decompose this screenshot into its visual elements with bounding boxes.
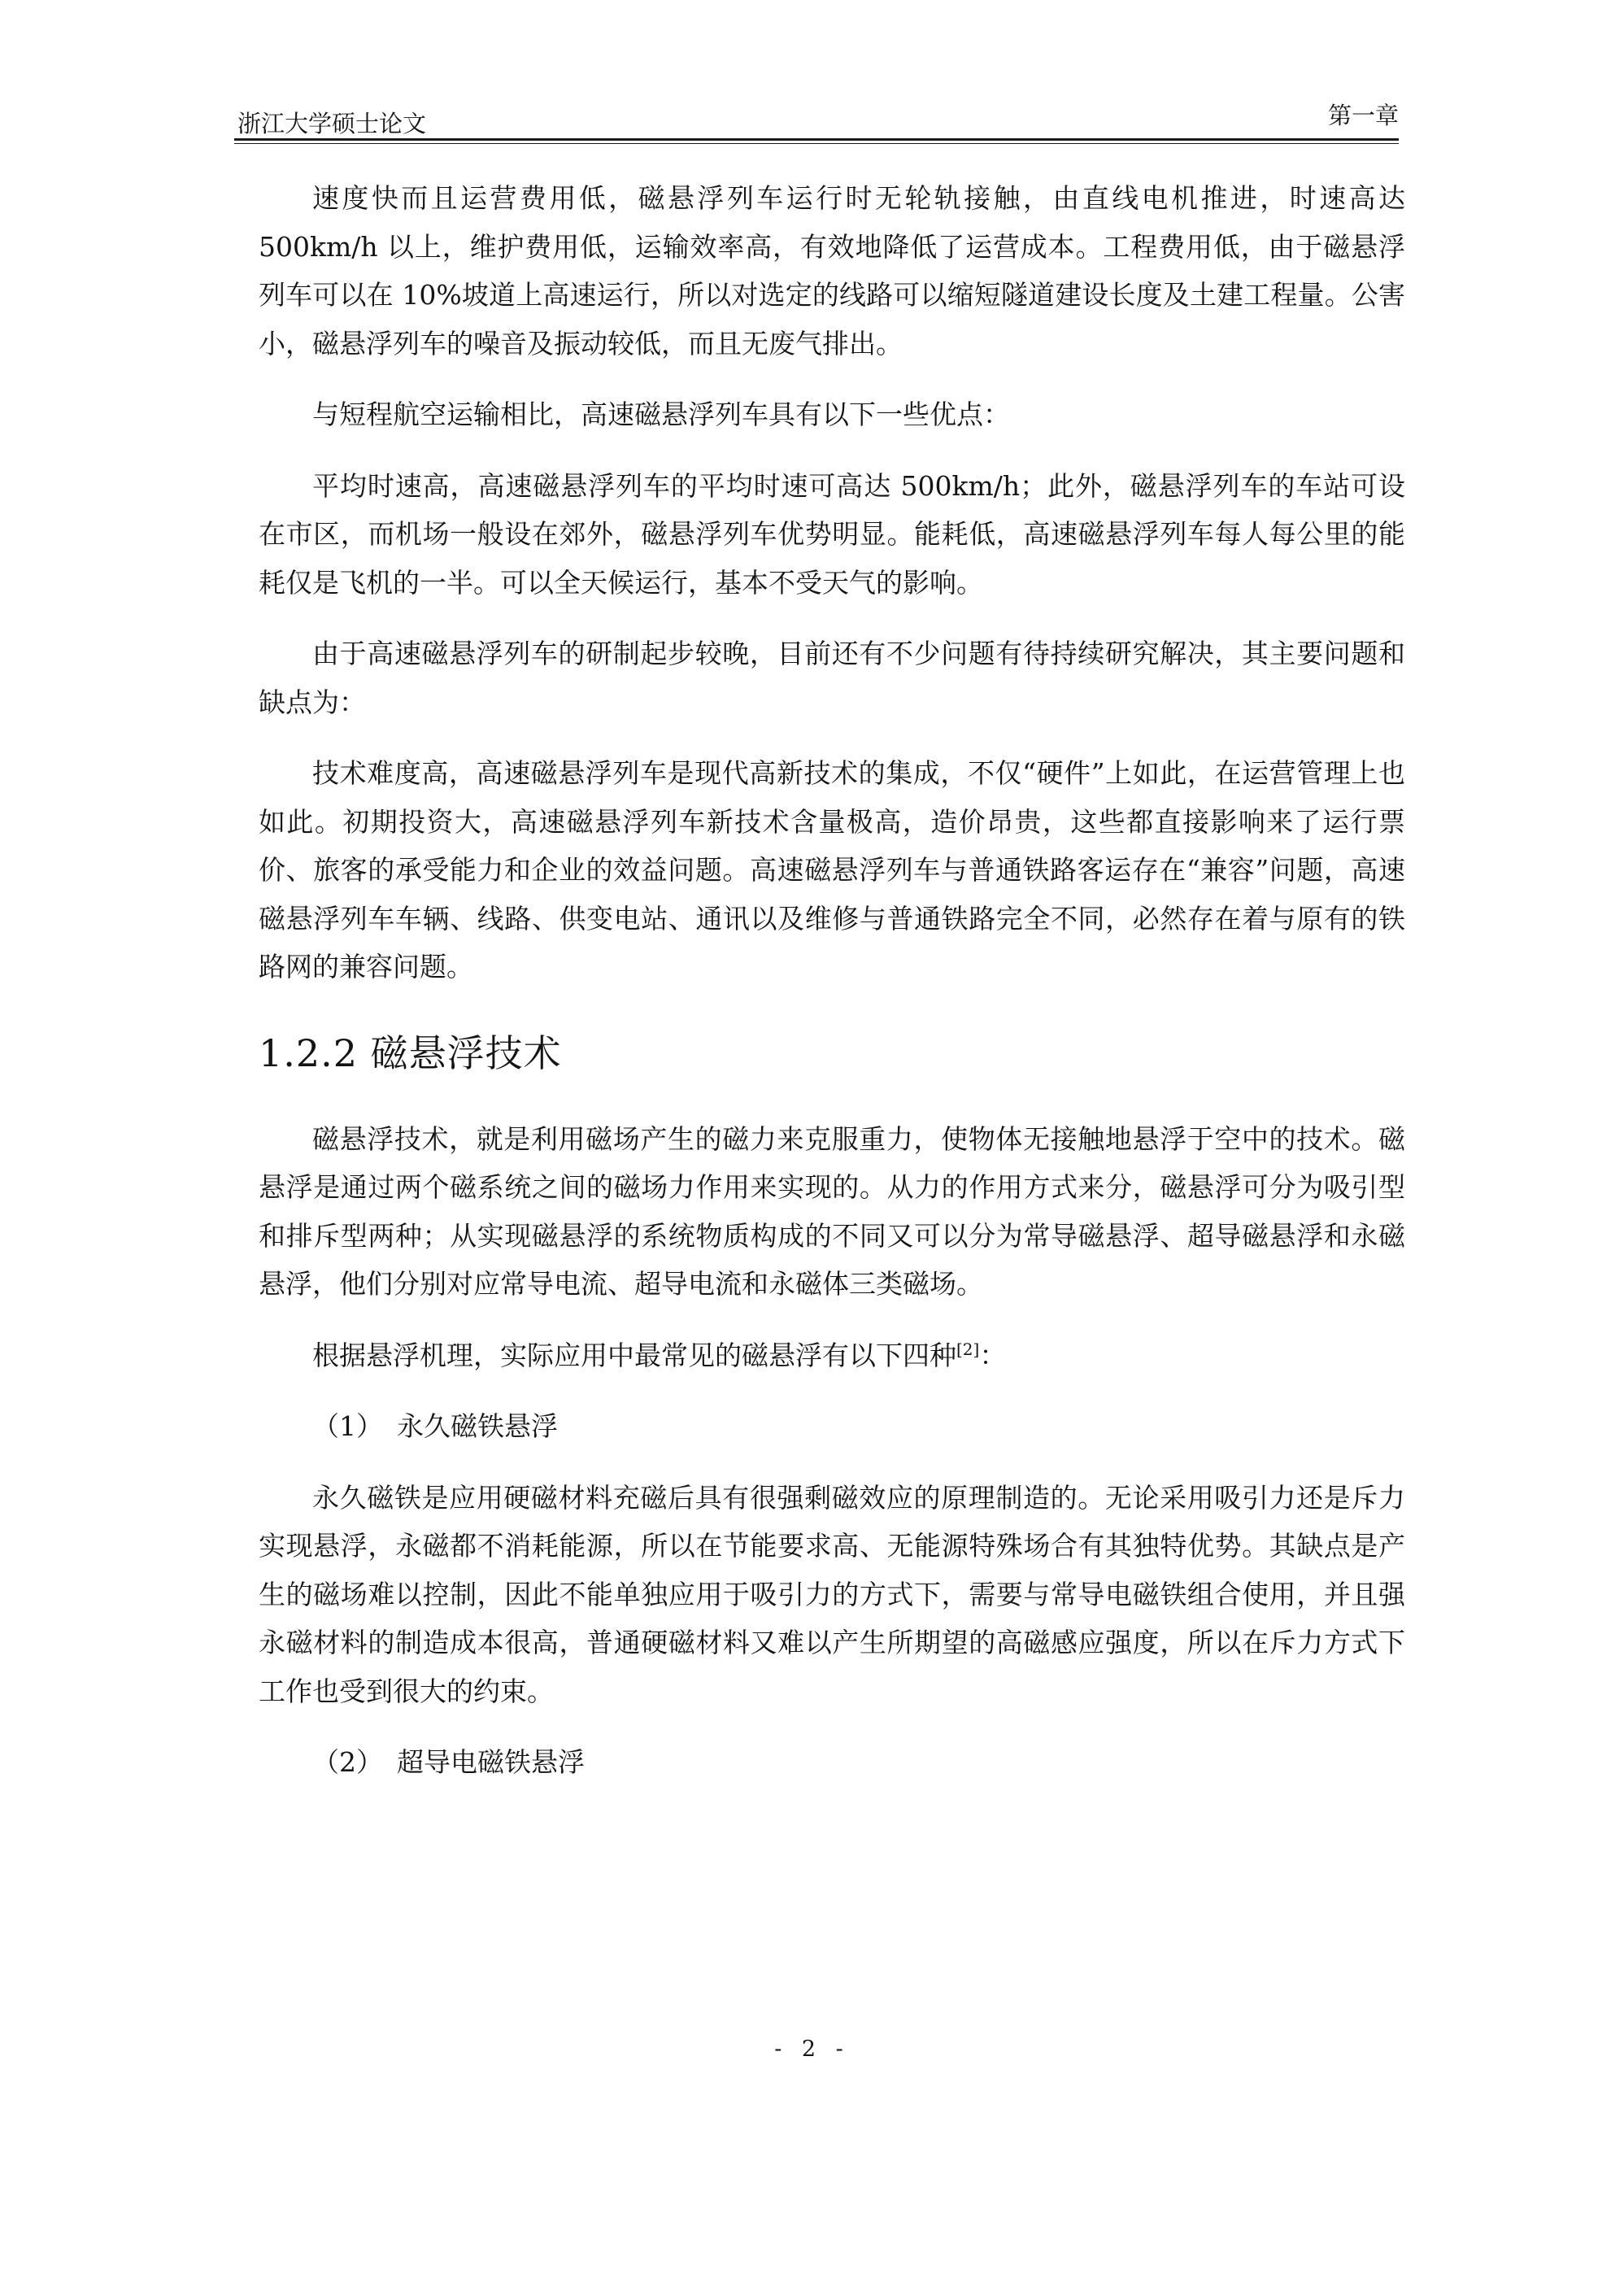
four-types-text: 根据悬浮机理，实际应用中最常见的磁悬浮有以下四种 xyxy=(312,1339,956,1371)
enum-item-2-label: （2） xyxy=(312,1746,383,1778)
enum-item-1 xyxy=(259,1402,1405,1451)
enum-item-2-text: 超导电磁铁悬浮 xyxy=(397,1746,585,1778)
paragraph-four-types xyxy=(259,1331,1405,1380)
running-header-title: 浙江大学硕士论文 xyxy=(237,110,427,137)
enum-item-1-label: （1） xyxy=(312,1410,383,1442)
running-header-chapter: 第一章 xyxy=(1327,102,1399,129)
four-types-colon: ： xyxy=(979,1339,1007,1371)
header-rule xyxy=(234,138,1399,141)
paragraph-permanent-magnet: 永久磁铁是应用硬磁材料充磁后具有很强剩磁效应的原理制造的。无论采用吸引力还是斥力实现悬浮，永磁都不消耗能源，所以在节能要求高、无能源特殊场合有其独特优势。其缺点是产生的磁场难以控制，因此不能单独应用于吸引力的方式下，需要与常导电磁铁组合使用，并且强永磁材料的制造成本很高，普通硬磁材料又难以产生所期望的高磁感应强度，所以在斥力方式下工作也受到很大的约束。 xyxy=(259,1481,1405,1707)
paragraph-problems-intro: 由于高速磁悬浮列车的研制起步较晚，目前还有不少问题有待持续研究解决，其主要问题和缺点为： xyxy=(259,638,1405,718)
page-number: - 2 - xyxy=(774,2037,850,2062)
enum-item-1-text: 永久磁铁悬浮 xyxy=(397,1410,558,1442)
section-heading: 1.2.2 磁悬浮技术 xyxy=(259,1030,562,1075)
header-rule-thin xyxy=(234,143,1399,144)
citation-ref: [2] xyxy=(956,1339,980,1359)
page-body xyxy=(259,174,1405,1787)
paragraph-operating-cost: 速度快而且运营费用低，磁悬浮列车运行时无轮轨接触，由直线电机推进，时速高达 500km/h 以上，维护费用低，运输效率高，有效地降低了运营成本。工程费用低，由于磁悬浮列车可以在 10%坡道上高速运行，所以对选定的线路可以缩短隧道建设长度及土建工程量。公害小，磁悬浮列车的噪音及振动较低，而且无废气排出。 xyxy=(259,182,1405,359)
paragraph-maglev-definition: 磁悬浮技术，就是利用磁场产生的磁力来克服重力，使物体无接触地悬浮于空中的技术。磁悬浮是通过两个磁系统之间的磁场力作用来实现的。从力的作用方式来分，磁悬浮可分为吸引型和排斥型两种；从实现磁悬浮的系统物质构成的不同又可以分为常导磁悬浮、超导磁悬浮和永磁悬浮，他们分别对应常导电流、超导电流和永磁体三类磁场。 xyxy=(259,1122,1405,1300)
paragraph-aviation-comparison: 与短程航空运输相比，高速磁悬浮列车具有以下一些优点： xyxy=(312,399,1010,430)
paragraph-technical-difficulty: 技术难度高，高速磁悬浮列车是现代高新技术的集成，不仅“硬件”上如此，在运营管理上也如此。初期投资大，高速磁悬浮列车新技术含量极高，造价昂贵，这些都直接影响来了运行票价、旅客的承受能力和企业的效益问题。高速磁悬浮列车与普通铁路客运存在“兼容”问题，高速磁悬浮列车车辆、线路、供变电站、通讯以及维修与普通铁路完全不同，必然存在着与原有的铁路网的兼容问题。 xyxy=(259,757,1405,982)
paragraph-average-speed: 平均时速高，高速磁悬浮列车的平均时速可高达 500km/h；此外，磁悬浮列车的车站可设在市区，而机场一般设在郊外，磁悬浮列车优势明显。能耗低，高速磁悬浮列车每人每公里的能耗仅是飞机的一半。可以全天候运行，基本不受天气的影响。 xyxy=(259,469,1405,599)
enum-item-2 xyxy=(259,1738,1405,1787)
